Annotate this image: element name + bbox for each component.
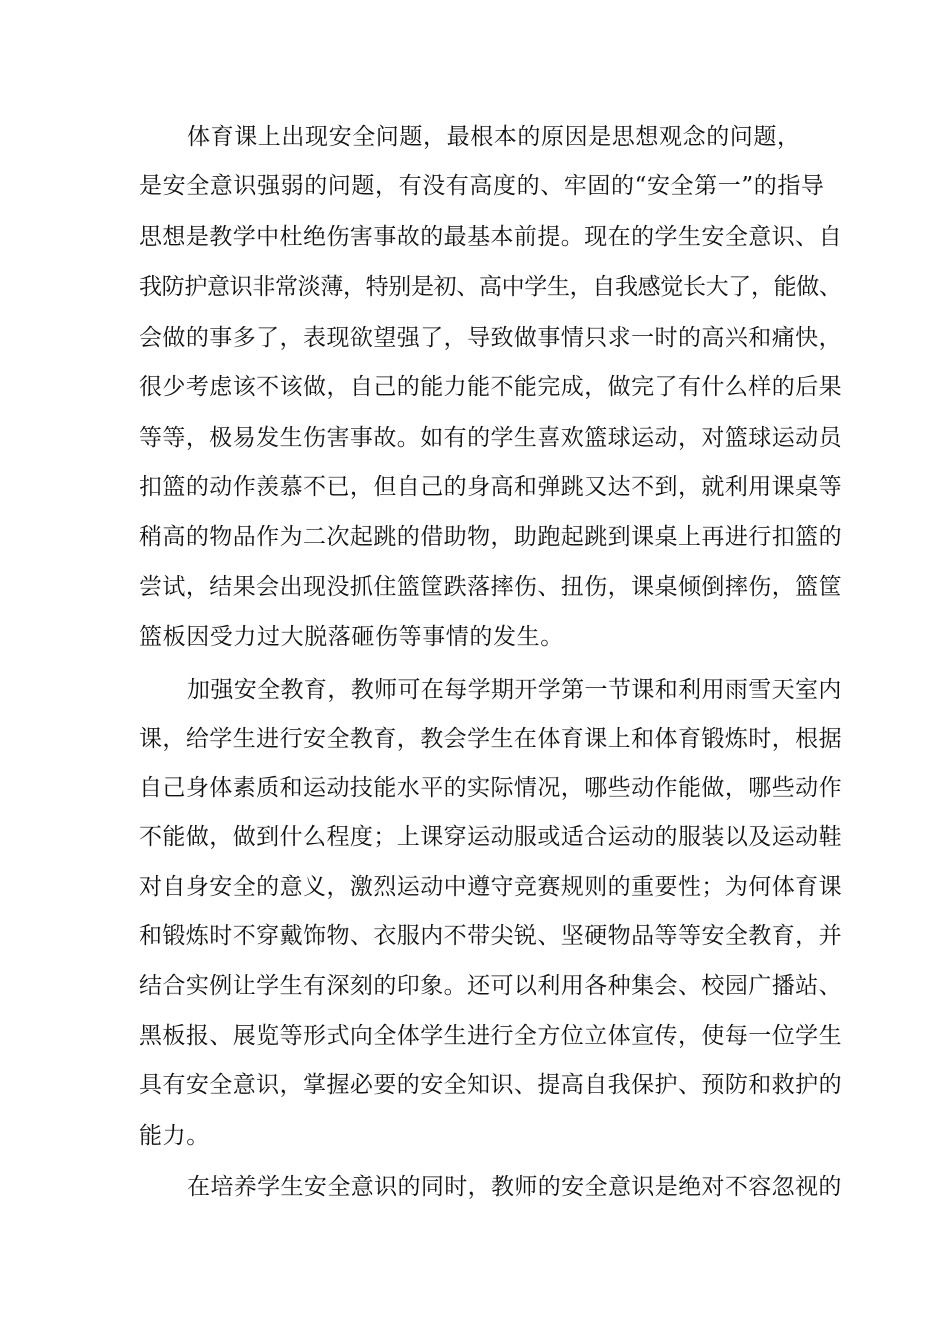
paragraph-2-line-9: 具有安全意识，掌握必要的安全知识、提高自我保护、预防和救护的 [139,1072,842,1098]
paragraph-1-line-9: 稍高的物品作为二次起跳的借助物，助跑起跳到课桌上再进行扣篮的 [139,524,842,550]
paragraph-1-line-4: 我防护意识非常淡薄，特别是初、高中学生，自我感觉长大了，能做、 [139,274,842,300]
paragraph-2-line-2: 课，给学生进行安全教育，教会学生在体育课上和体育锻炼时，根据 [139,726,842,752]
paragraph-3-line-1: 在培养学生安全意识的同时，教师的安全意识是绝对不容忽视的 [187,1174,842,1200]
paragraph-1-line-5: 会做的事多了，表现欲望强了，导致做事情只求一时的高兴和痛快， [139,325,842,351]
paragraph-1-line-10: 尝试，结果会出现没抓住篮筐跌落摔伤、扭伤，课桌倾倒摔伤，篮筐 [139,574,842,600]
paragraph-2-line-1: 加强安全教育，教师可在每学期开学第一节课和利用雨雪天室内 [187,677,842,703]
paragraph-1-line-11: 篮板因受力过大脱落砸伤等事情的发生。 [139,624,564,650]
paragraph-2-line-5: 对自身安全的意义，激烈运动中遵守竞赛规则的重要性；为何体育课 [139,874,842,900]
paragraph-2-line-10: 能力。 [139,1123,210,1149]
paragraph-1-line-6: 很少考虑该不该做，自己的能力能不能完成，做完了有什么样的后果 [139,374,842,400]
paragraph-1-line-2: 是安全意识强弱的问题，有没有高度的、牢固的“安全第一”的指导 [139,173,825,199]
paragraph-2-line-8: 黑板报、展览等形式向全体学生进行全方位立体宣传，使每一位学生 [139,1023,842,1049]
paragraph-1-line-1: 体育课上出现安全问题，最根本的原因是思想观念的问题， [187,124,801,150]
paragraph-2-line-6: 和锻炼时不穿戴饰物、衣服内不带尖锐、坚硬物品等等安全教育，并 [139,923,842,949]
paragraph-2-line-3: 自己身体素质和运动技能水平的实际情况，哪些动作能做，哪些动作 [139,775,842,801]
paragraph-1-line-7: 等等，极易发生伤害事故。如有的学生喜欢篮球运动，对篮球运动员 [139,425,842,451]
paragraph-2-line-7: 结合实例让学生有深刻的印象。还可以利用各种集会、校园广播站、 [139,973,842,999]
paragraph-1-line-8: 扣篮的动作羡慕不已，但自己的身高和弹跳又达不到，就利用课桌等 [139,474,842,500]
paragraph-2-line-4: 不能做，做到什么程度；上课穿运动服或适合运动的服装以及运动鞋 [139,824,842,850]
paragraph-1-line-3: 思想是教学中杜绝伤害事故的最基本前提。现在的学生安全意识、自 [139,224,842,250]
